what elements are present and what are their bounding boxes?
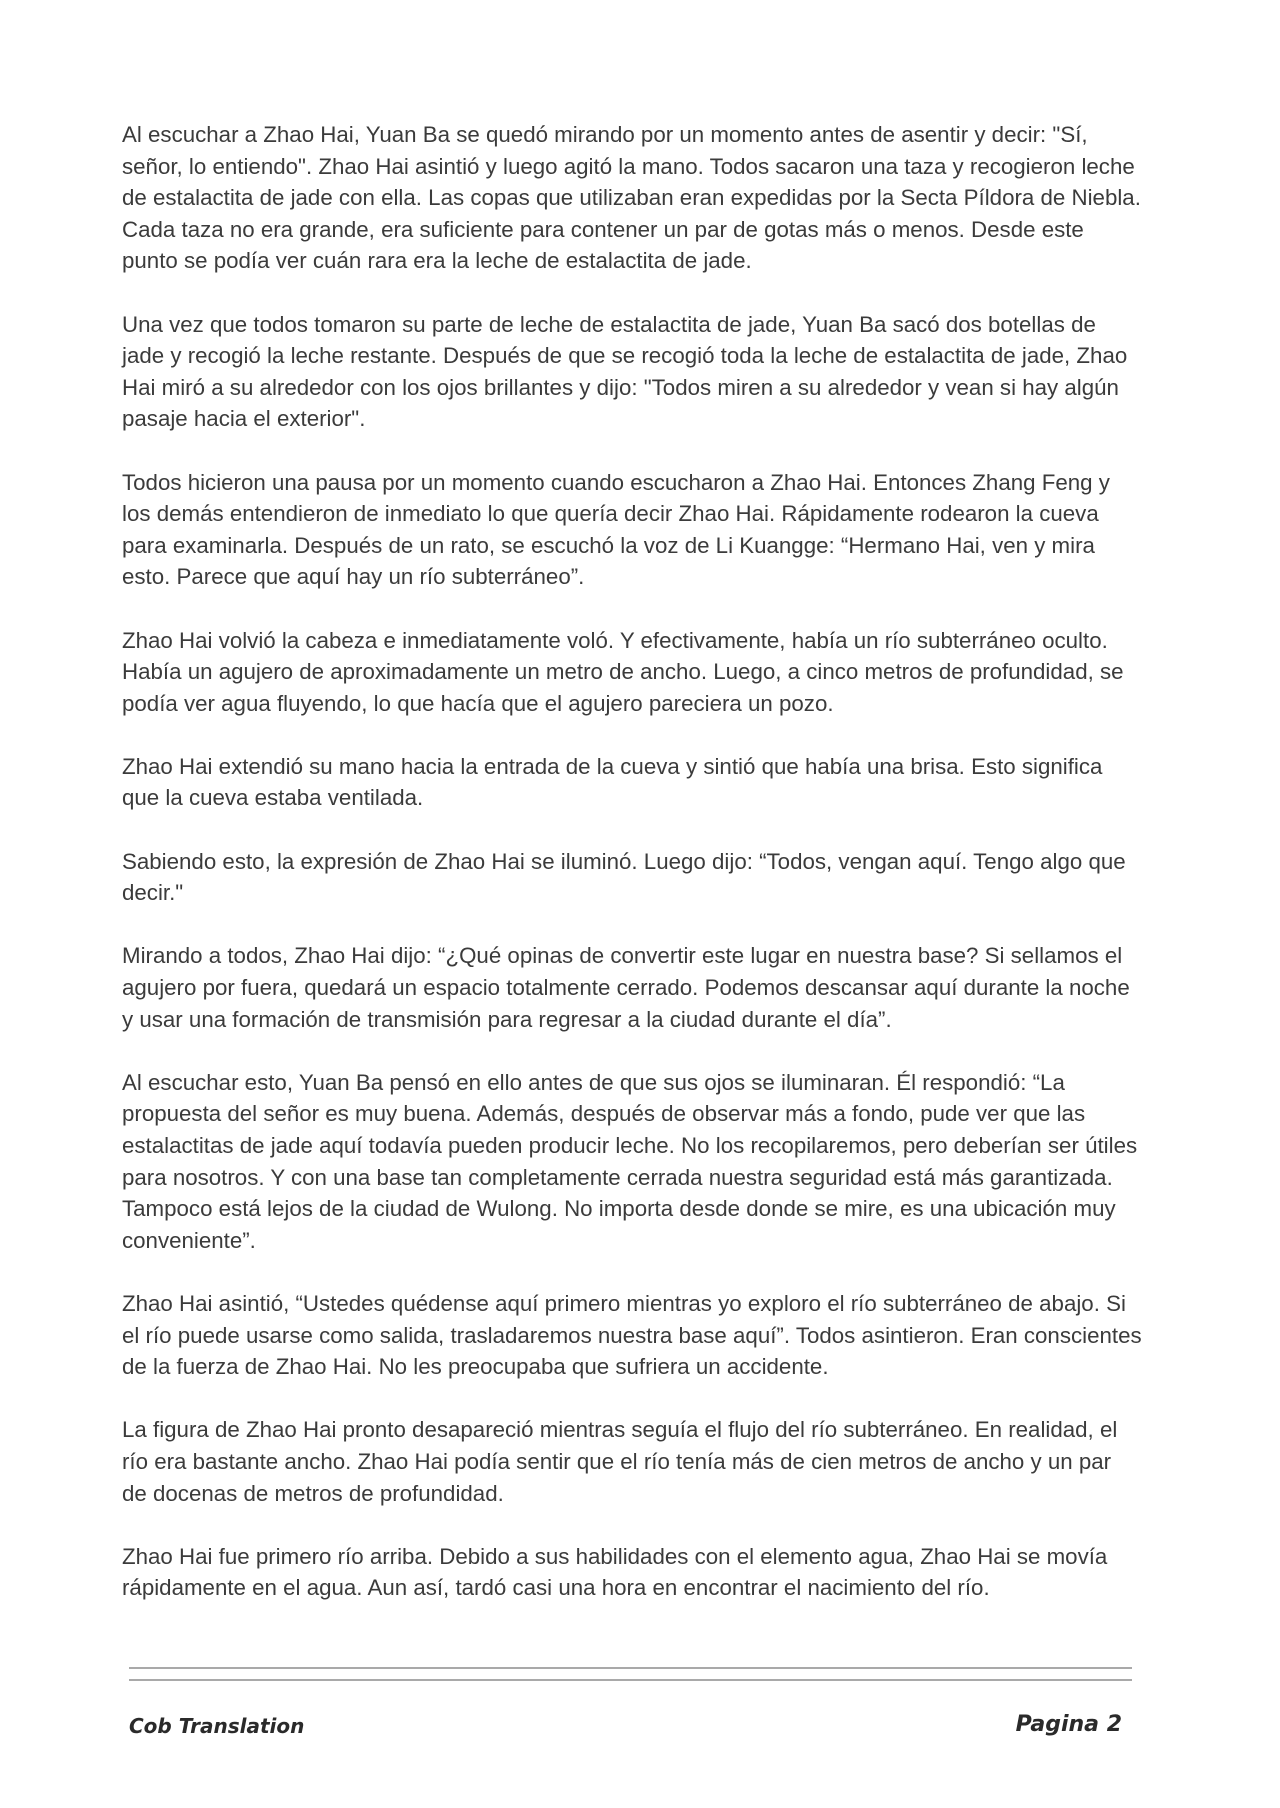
paragraph: Zhao Hai extendió su mano hacia la entrada de la cueva y sintió que había una brisa. Esto significa que la cueva estaba ventilada. [122,753,1103,811]
page-number: Pagina 2 [1015,1712,1122,1737]
paragraph: Zhao Hai fue primero río arriba. Debido a sus habilidades con el elemento agua, Zhao Hai se movía rápidamente en el agua. Aun así, tardó casi una hora en encontrar el nacimiento del río. [122,1543,1108,1601]
paragraph: Todos hicieron una pausa por un momento cuando escucharon a Zhao Hai. Entonces Zhang Feng y los demás entendieron de inmediato lo que quería decir Zhao Hai. Rápidamente rodearon la cueva para examinarla. Después de un rato, se escuchó la voz de Li Kuangge: “Hermano Hai, ven y mira esto. Parece que aquí hay un río subterráneo”. [122,469,1110,590]
body-text [122,119,1142,1636]
paragraph: Mirando a todos, Zhao Hai dijo: “¿Qué opinas de convertir este lugar en nuestra base? Si sellamos el agujero por fuera, quedará un espacio totalmente cerrado. Podemos descansar aquí durante la noche y usar una formación de transmisión para regresar a la ciudad durante el día”. [122,943,1130,1032]
footer-divider-bottom [129,1679,1132,1681]
footer-credit: Cob Translation [129,1714,305,1738]
paragraph: Sabiendo esto, la expresión de Zhao Hai se iluminó. Luego dijo: “Todos, vengan aquí. Tengo algo que decir." [122,848,1126,906]
paragraph: Al escuchar esto, Yuan Ba pensó en ello antes de que sus ojos se iluminaran. Él respondió: “La propuesta del señor es muy buena. Además, después de observar más a fondo, pude ver que las estalactitas de jade aquí todavía pueden producir leche. No los recopilaremos, pero deberían ser útiles para nosotros. Y con una base tan completamente cerrada nuestra seguridad está más garantizada. Tampoco está lejos de la ciudad de Wulong. No importa desde donde se mire, es una ubicación muy conveniente”. [122,1069,1138,1253]
paragraph: Al escuchar a Zhao Hai, Yuan Ba se quedó mirando por un momento antes de asentir y decir: "Sí, señor, lo entiendo". Zhao Hai asintió y luego agitó la mano. Todos sacaron una taza y recogieron leche de estalactita de jade con ella. Las copas que utilizaban eran expedidas por la Secta Píldora de Niebla. Cada taza no era grande, era suficiente para contener un par de gotas más o menos. Desde este punto se podía ver cuán rara era la leche de estalactita de jade. [122,122,1141,274]
paragraph: Zhao Hai asintió, “Ustedes quédense aquí primero mientras yo exploro el río subterráneo de abajo. Si el río puede usarse como salida, trasladaremos nuestra base aquí”. Todos asintieron. Eran conscientes de la fuerza de Zhao Hai. No les preocupaba que sufriera un accidente. [122,1290,1142,1380]
paragraph: La figura de Zhao Hai pronto desapareció mientras seguía el flujo del río subterráneo. En realidad, el río era bastante ancho. Zhao Hai podía sentir que el río tenía más de cien metros de ancho y un par de docenas de metros de profundidad. [122,1417,1118,1506]
paragraph: Una vez que todos tomaron su parte de leche de estalactita de jade, Yuan Ba sacó dos botellas de jade y recogió la leche restante. Después de que se recogió toda la leche de estalactita de jade, Zhao Hai miró a su alrededor con los ojos brillantes y dijo: "Todos miren a su alrededor y vean si hay algún pasaje hacia el exterior". [122,311,1128,432]
paragraph: Zhao Hai volvió la cabeza e inmediatamente voló. Y efectivamente, había un río subterráneo oculto. Había un agujero de aproximadamente un metro de ancho. Luego, a cinco metros de profundidad, se podía ver agua fluyendo, lo que hacía que el agujero pareciera un pozo. [122,627,1124,716]
footer-divider-top [129,1667,1132,1669]
